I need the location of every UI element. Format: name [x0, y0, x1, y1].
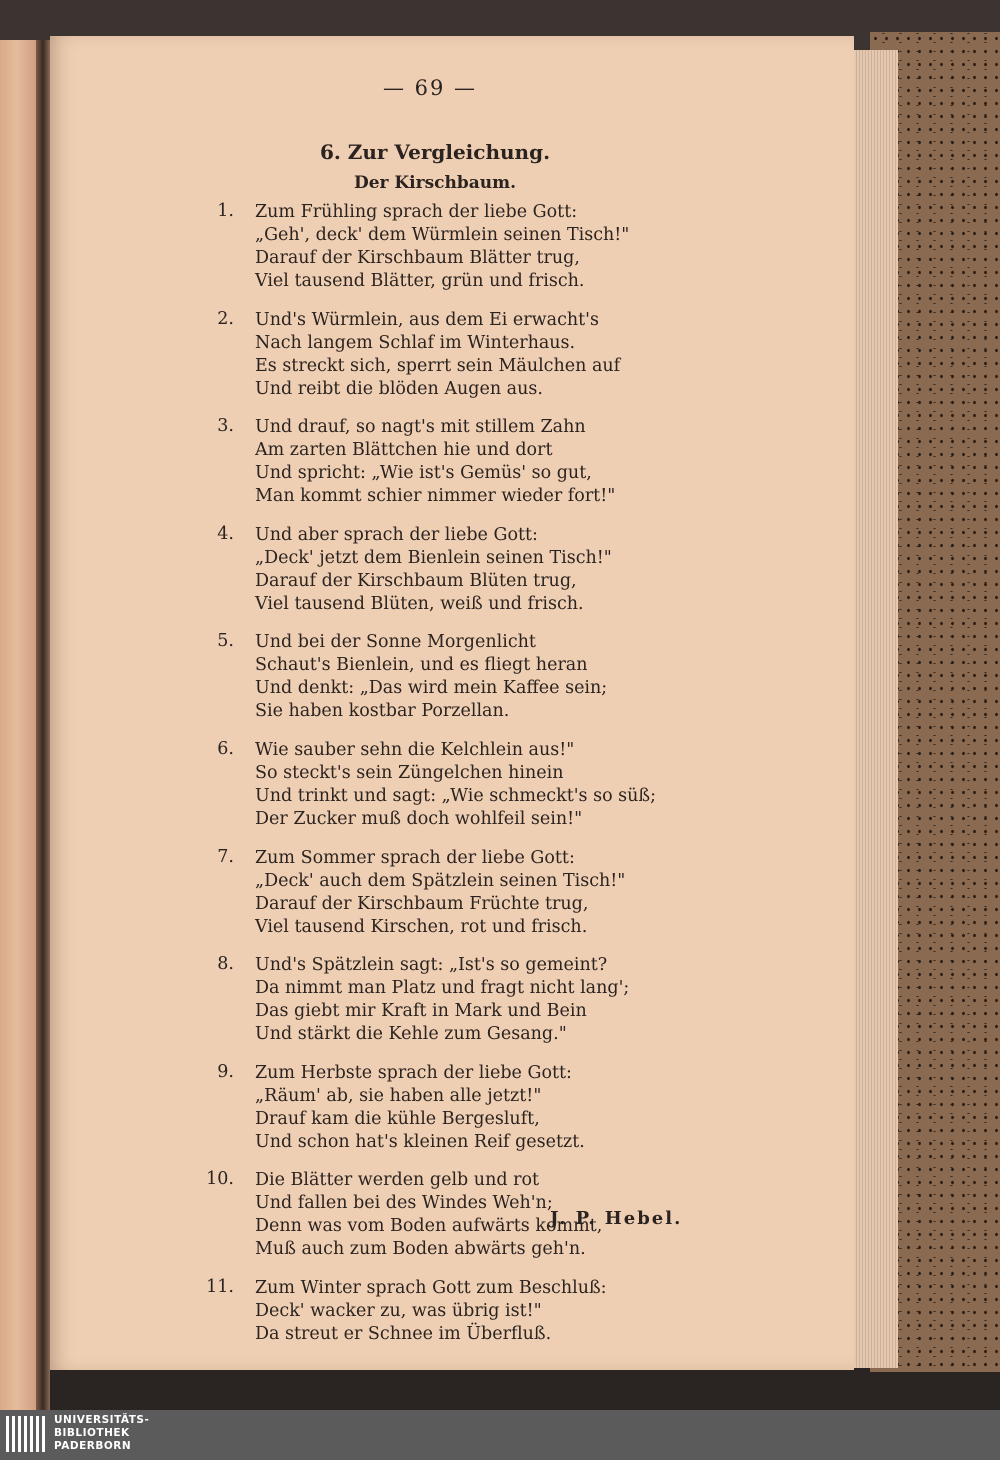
- verse-line: Und schon hat's kleinen Reif gesetzt.: [255, 1131, 585, 1152]
- page-edges: [848, 50, 898, 1368]
- verse-line: Zum Winter sprach Gott zum Beschluß:: [255, 1277, 607, 1298]
- verse-line: Die Blätter werden gelb und rot: [255, 1170, 540, 1191]
- verse-line: Da nimmt man Platz und fragt nicht lang';: [255, 978, 630, 999]
- book-gutter: [36, 40, 50, 1410]
- poem: [206, 201, 670, 1362]
- stanza: [210, 416, 670, 508]
- verse-line: Am zarten Blättchen hie und dort: [255, 440, 553, 461]
- verse-line: Und's Würmlein, aus dem Ei erwacht's: [255, 309, 599, 330]
- verse-line: Zum Frühling sprach der liebe Gott:: [255, 202, 578, 222]
- verse-line: Das giebt mir Kraft in Mark und Bein: [255, 1001, 587, 1022]
- stanza-number: 3.: [217, 416, 234, 437]
- verse-line: Der Zucker muß doch wohlfeil sein!": [255, 808, 583, 829]
- stanza: [210, 524, 670, 616]
- stanza: [210, 631, 670, 723]
- verse-line: Wie sauber sehn die Kelchlein aus!": [255, 739, 575, 760]
- stanza: [210, 309, 670, 401]
- author-signature: J. P. Hebel.: [550, 1208, 683, 1229]
- stanza: [210, 847, 670, 939]
- verse-line: Denn was vom Boden aufwärts kommt,: [255, 1216, 603, 1237]
- library-footer: [0, 1410, 1000, 1460]
- verse-line: „Deck' jetzt dem Bienlein seinen Tisch!": [255, 547, 612, 568]
- verse-line: Es streckt sich, sperrt sein Mäulchen auf: [255, 355, 621, 376]
- verse-line: Viel tausend Blüten, weiß und frisch.: [255, 593, 584, 614]
- verse-line: Und drauf, so nagt's mit stillem Zahn: [255, 417, 586, 438]
- stanza-number: 7.: [217, 846, 234, 867]
- logo-line: UNIVERSITÄTS-: [54, 1414, 150, 1426]
- stanza: [210, 954, 670, 1046]
- logo-line: PADERBORN: [54, 1440, 132, 1452]
- stanza-number: 4.: [217, 523, 234, 544]
- stanza-number: 5.: [217, 631, 234, 652]
- page-number: — 69 —: [382, 76, 478, 100]
- verse-line: Man kommt schier nimmer wieder fort!": [255, 486, 616, 507]
- stanza: [206, 1276, 670, 1346]
- stanza-number: 8.: [217, 954, 234, 975]
- verse-line: Sie haben kostbar Porzellan.: [255, 701, 510, 722]
- verse-line: „Deck' auch dem Spätzlein seinen Tisch!": [255, 870, 626, 891]
- stanza: [210, 1062, 670, 1154]
- verse-line: Und denkt: „Das wird mein Kaffee sein;: [255, 678, 608, 699]
- poem-title: Der Kirschbaum.: [353, 173, 517, 193]
- stanza-number: 9.: [217, 1061, 234, 1082]
- verse-line: Schaut's Bienlein, und es fliegt heran: [255, 655, 588, 676]
- verse-line: So steckt's sein Züngelchen hinein: [255, 762, 564, 783]
- library-logo-text: [54, 1414, 149, 1453]
- verse-line: Zum Herbste sprach der liebe Gott:: [255, 1062, 572, 1083]
- stanza-number: 10.: [206, 1169, 234, 1190]
- verse-line: Und stärkt die Kehle zum Gesang.": [255, 1024, 567, 1045]
- stanza-number: 1.: [217, 201, 234, 221]
- verse-line: Darauf der Kirschbaum Blüten trug,: [255, 570, 577, 591]
- verse-line: Nach langem Schlaf im Winterhaus.: [255, 332, 576, 353]
- verse-line: Da streut er Schnee im Überfluß.: [255, 1323, 552, 1344]
- library-logo-icon: [6, 1416, 46, 1452]
- verse-line: Darauf der Kirschbaum Blätter trug,: [255, 248, 580, 268]
- verse-line: Zum Sommer sprach der liebe Gott:: [255, 847, 575, 868]
- verse-line: Drauf kam die kühle Bergesluft,: [255, 1108, 540, 1129]
- verse-line: Und reibt die blöden Augen aus.: [255, 378, 543, 399]
- verse-line: „Räum' ab, sie haben alle jetzt!": [255, 1085, 542, 1106]
- verse-line: Und aber sprach der liebe Gott:: [255, 524, 538, 545]
- stanza-number: 6.: [217, 738, 234, 759]
- verse-line: Und fallen bei des Windes Weh'n;: [255, 1193, 553, 1214]
- section-heading: 6. Zur Vergleichung.: [319, 140, 551, 164]
- verse-line: Darauf der Kirschbaum Früchte trug,: [255, 893, 589, 914]
- verse-line: Muß auch zum Boden abwärts geh'n.: [255, 1239, 586, 1260]
- stanza: [210, 201, 670, 293]
- logo-line: BIBLIOTHEK: [54, 1427, 130, 1439]
- verse-line: Und's Spätzlein sagt: „Ist's so gemeint?: [255, 955, 608, 976]
- verse-line: Und trinkt und sagt: „Wie schmeckt's so süß;: [255, 785, 657, 806]
- stanza: [210, 739, 670, 831]
- verse-line: Viel tausend Blätter, grün und frisch.: [255, 271, 585, 291]
- verse-line: Viel tausend Kirschen, rot und frisch.: [255, 916, 588, 937]
- stanza-number: 2.: [217, 308, 234, 329]
- verse-line: Und bei der Sonne Morgenlicht: [255, 632, 536, 653]
- verse-line: Und spricht: „Wie ist's Gemüs' so gut,: [255, 463, 592, 484]
- book-page: [50, 36, 854, 1370]
- verse-line: Deck' wacker zu, was übrig ist!": [255, 1300, 542, 1321]
- stanza-number: 11.: [206, 1276, 234, 1297]
- verse-line: „Geh', deck' dem Würmlein seinen Tisch!": [255, 225, 630, 245]
